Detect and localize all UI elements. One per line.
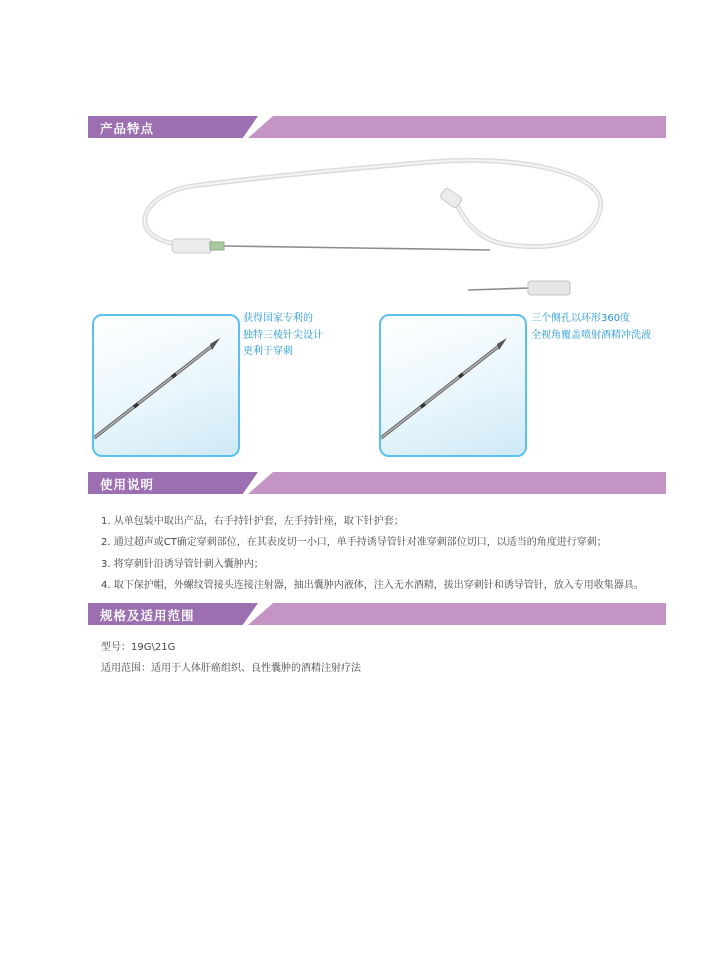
product-needle-image — [130, 150, 610, 300]
specs-block — [101, 638, 361, 680]
list-item: 2. 通过超声或CT确定穿刺部位，在其表皮切一小口，单手持诱导管针对准穿刺部位切口，以适当的角度进行穿刺； — [101, 537, 607, 549]
usage-steps-list — [101, 512, 644, 598]
needle-side-holes-closeup-image — [381, 316, 525, 455]
section-header-features — [88, 116, 666, 138]
feature-card-side-holes — [379, 314, 527, 457]
spec-scope: 适用范围：适用于人体肝癌组织、良性囊肿的酒精注射疗法 — [101, 663, 361, 674]
section-header-specs — [88, 603, 666, 625]
section-title: 使用说明 — [100, 477, 155, 492]
list-item: 3. 将穿刺针沿诱导管针刺入囊肿内； — [101, 558, 264, 570]
needle-tip-closeup-image — [94, 316, 238, 455]
list-item: 1. 从单包装中取出产品，右手持针护套，左手持针座，取下针护套； — [101, 516, 404, 527]
feature-card-tip — [92, 314, 240, 457]
section-header-usage — [88, 472, 666, 494]
spec-model: 型号：19G\21G — [101, 642, 176, 653]
section-title: 规格及适用范围 — [100, 608, 195, 623]
feature-text-side-holes: 三个侧孔以环形360度 全视角覆盖喷射酒精冲洗液 — [531, 313, 651, 341]
section-title: 产品特点 — [100, 121, 155, 136]
list-item: 4. 取下保护帽，外螺纹管接头连接注射器，抽出囊肿内液体，注入无水酒精，拔出穿刺针和诱导管针，放入专用收集器具。 — [101, 580, 644, 592]
feature-text-tip: 获得国家专利的 独特三棱针尖设计 更利于穿刺 — [243, 313, 323, 357]
